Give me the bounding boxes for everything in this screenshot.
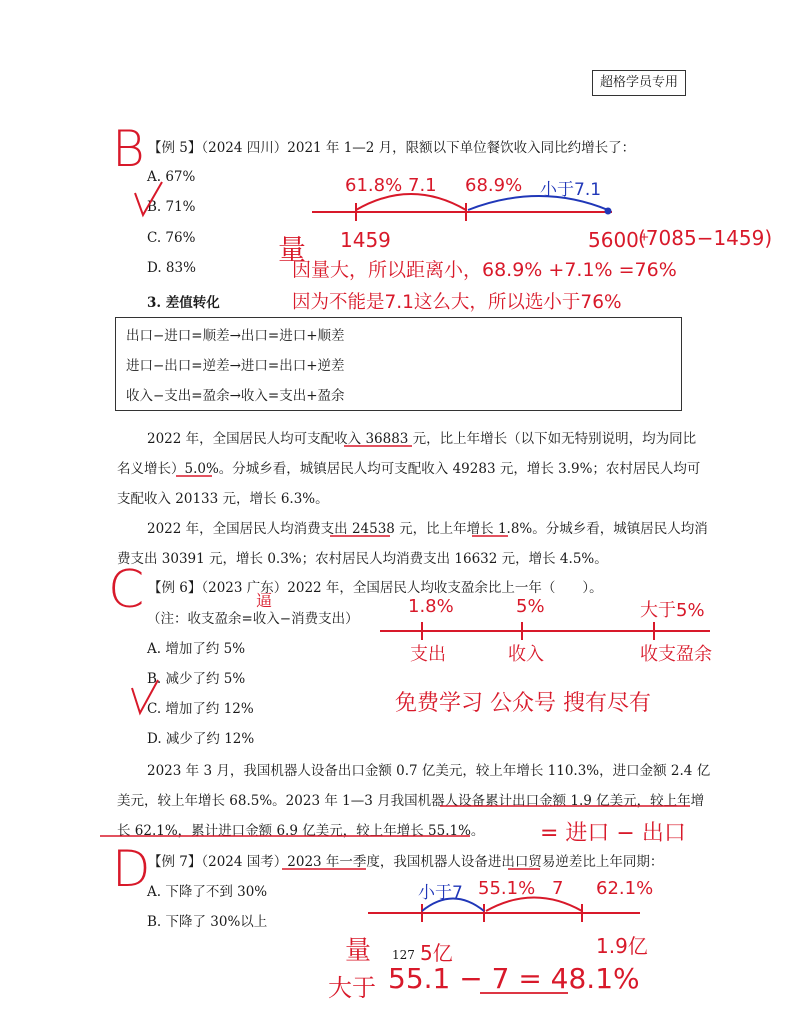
example5-option-a: A. 67% <box>147 169 196 185</box>
ex5-label-small71: 小于7.1 <box>540 180 602 200</box>
example6-note: （注：收支盈余=收入−消费支出） <box>147 611 359 627</box>
example6-option-b: B. 减少了约 5% <box>147 671 246 687</box>
ex5-label-5600: 5600⁺ <box>588 228 650 252</box>
example6-answer-mark: C <box>108 560 145 620</box>
ex5-end-dot <box>605 208 612 215</box>
paragraph3-line-3: 长 62.1%，累计进口金额 6.9 亿美元，较上年增长 55.1%。 <box>117 823 485 839</box>
ex7-label-7: 7 <box>552 878 564 899</box>
ex5-note-1: 因量大，所以距离小，68.9% +7.1% =76% <box>292 259 677 281</box>
paragraph2-line-2: 费支出 30391 元，增长 0.3%；农村居民人均消费支出 16632 元，增长 4.5%。 <box>117 551 608 567</box>
example5-option-b: B. 71% <box>147 199 196 215</box>
ex7-label-5yi: 5亿 <box>420 941 453 965</box>
example5-option-c: C. 76% <box>147 230 196 246</box>
header-badge: 超格学员专用 <box>592 70 686 96</box>
example5-title: 【例 5】（2024 四川）2021 年 1—2 月，限额以下单位餐饮收入同比约增长了： <box>148 140 636 156</box>
paragraph2-line-1: 2022 年，全国居民人均消费支出 24538 元，比上年增长 1.8%。分城乡看，城镇居民人均消 <box>147 521 708 537</box>
ex7-arc-red <box>486 898 582 912</box>
ex7-label-small7: 小于7 <box>418 883 463 903</box>
ex6-label-5: 5% <box>516 596 545 617</box>
ex5-label-paren: (7085−1459) <box>638 226 773 250</box>
paragraph1-line-1: 2022 年，全国居民人均可支配收入 36883 元，比上年增长（以下如无特别说明，均为同比 <box>147 431 697 447</box>
formula-box <box>115 317 682 411</box>
page-number: 127 <box>392 948 415 962</box>
example6-title: 【例 6】（2023 广东）2022 年，全国居民人均收支盈余比上一年（ ）。 <box>148 580 603 596</box>
ex7-label-19yi: 1.9亿 <box>596 934 648 958</box>
ex6-label-shouru: 收入 <box>508 644 544 665</box>
ex7-calc: 55.1 − 7 = 48.1% <box>388 962 640 995</box>
example5-answer-mark: B <box>112 120 145 178</box>
ex5-label-liang: 量 <box>278 233 307 266</box>
ex5-label-689: 68.9% <box>465 175 523 196</box>
example6-option-c: C. 增加了约 12% <box>147 701 254 717</box>
ex6-side-char: 逼 <box>256 591 273 610</box>
ex6-label-gt5: 大于5% <box>640 600 705 621</box>
ex6-label-zhichu: 支出 <box>410 644 446 665</box>
ex7-label-551: 55.1% <box>478 878 536 899</box>
ex5-label-71: 7.1 <box>408 175 437 196</box>
section3-heading: 3. 差值转化 <box>147 295 220 311</box>
paragraph1-line-2: 名义增长）5.0%。分城乡看，城镇居民人均可支配收入 49283 元，增长 3.9%；农村居民人均可 <box>117 461 701 477</box>
ex6-label-yingyu: 收支盈余 <box>640 644 712 665</box>
paragraph3-line-1: 2023 年 3 月，我国机器人设备出口金额 0.7 亿美元，较上年增长 110.3%，进口金额 2.4 亿 <box>147 763 711 779</box>
ex6-label-18: 1.8% <box>408 596 454 617</box>
ex7-label-621: 62.1% <box>596 878 654 899</box>
paragraph3-line-2: 美元，较上年增长 68.5%。2023 年 1—3 月我国机器人设备累计出口金额 1.9 亿美元，较上年增 <box>117 793 705 809</box>
ex7-label-dayu: 大于 <box>328 974 376 1002</box>
example7-answer-mark: D <box>112 840 151 898</box>
example7-option-b: B. 下降了 30%以上 <box>147 914 268 930</box>
example6-option-d: D. 减少了约 12% <box>147 731 255 747</box>
ex5-note-2: 因为不能是7.1这么大，所以选小于76% <box>292 292 622 313</box>
ex5-label-618: 61.8% <box>345 175 403 196</box>
example5-option-d: D. 83% <box>147 260 196 276</box>
example7-option-a: A. 下降了不到 30% <box>147 884 268 900</box>
formula-2: 进口−出口=逆差→进口=出口+逆差 <box>126 358 345 374</box>
ex7-label-liang: 量 <box>345 936 372 966</box>
ex7-eq-note: = 进口 − 出口 <box>540 821 686 846</box>
ex6-free-note: 免费学习 公众号 搜有尽有 <box>395 691 651 716</box>
example7-title: 【例 7】（2024 国考）2023 年一季度，我国机器人设备进出口贸易逆差比上年同期： <box>148 854 664 870</box>
paragraph1-line-3: 支配收入 20133 元，增长 6.3%。 <box>117 491 329 507</box>
formula-1: 出口−进口=顺差→出口=进口+顺差 <box>126 328 345 344</box>
ex5-label-1459: 1459 <box>340 228 391 252</box>
example6-option-a: A. 增加了约 5% <box>147 641 246 657</box>
ex5-arc-red <box>356 194 466 210</box>
formula-3: 收入−支出=盈余→收入=支出+盈余 <box>126 388 345 404</box>
